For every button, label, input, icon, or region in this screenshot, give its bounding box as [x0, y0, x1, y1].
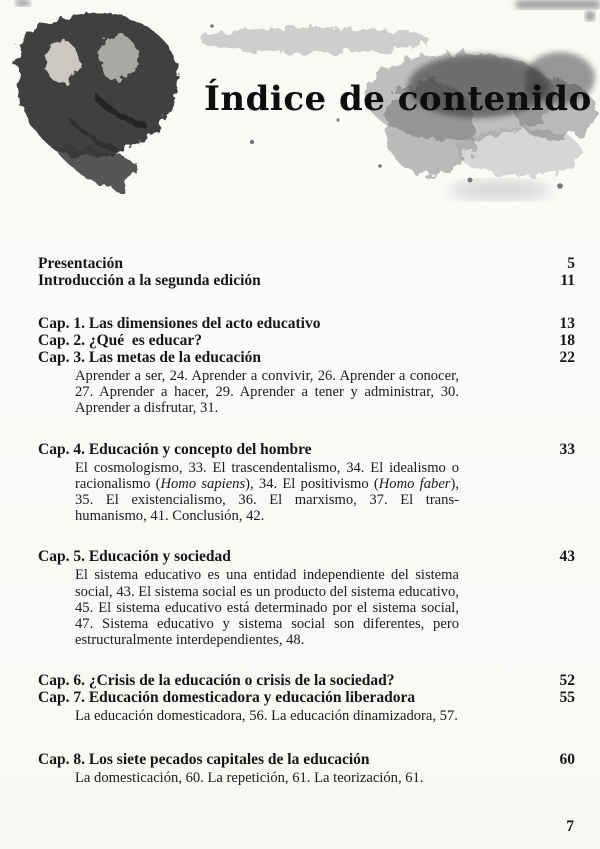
toc-entry-title: Cap. 6. ¿Crisis de la educación o crisis de la sociedad? — [38, 672, 395, 690]
toc-entry — [38, 255, 575, 272]
toc-entry — [38, 272, 575, 289]
toc-entry — [38, 751, 575, 768]
toc-entry — [38, 672, 575, 689]
toc-entry-page: 22 — [559, 349, 575, 366]
toc-entry-page: 43 — [559, 548, 575, 566]
toc-entry-page: 13 — [559, 315, 575, 332]
toc-entry-page: 11 — [560, 272, 575, 289]
toc-entry-detail: El sistema educativo es una entidad independiente del sistema social, 43. El sistema social es un producto del sistema educativo, 45. El sistema educativo está determinado por el sistema social, 47. Sistema educativo y sistema social son diferentes, pero estructuralmente interdependientes, 48. — [75, 567, 459, 649]
toc-entry-detail: La domesticación, 60. La repetición, 61. La teorización, 61. — [75, 769, 424, 786]
toc-entry — [38, 548, 575, 565]
toc-entry — [38, 689, 575, 706]
table-of-contents — [38, 255, 575, 786]
toc-entry-page: 52 — [559, 672, 575, 690]
toc-entry — [38, 441, 575, 458]
toc-entry-title: Introducción a la segunda edición — [38, 272, 261, 289]
toc-front-section — [38, 255, 575, 289]
toc-entry-page: 5 — [567, 255, 575, 272]
toc-entry-title: Cap. 7. Educación domesticadora y educación liberadora — [38, 689, 416, 707]
toc-entry-title: Presentación — [38, 255, 123, 272]
toc-entry-title: Cap. 3. Las metas de la educación — [38, 349, 262, 366]
toc-entry-page: 33 — [559, 440, 575, 458]
toc-entry-title: Cap. 4. Educación y concepto del hombre — [38, 440, 312, 458]
page-title: Índice de contenido — [204, 78, 592, 119]
toc-entry-page: 55 — [559, 689, 575, 707]
toc-group — [38, 315, 575, 417]
toc-entry — [38, 349, 575, 366]
toc-entry-title: Cap. 8. Los siete pecados capitales de la educación — [38, 750, 370, 768]
toc-entry-title: Cap. 2. ¿Qué es educar? — [38, 332, 203, 349]
toc-entry-title: Cap. 1. Las dimensiones del acto educativo — [38, 315, 321, 332]
toc-entry — [38, 315, 575, 332]
toc-entry-title: Cap. 5. Educación y sociedad — [38, 548, 231, 566]
toc-entry-detail: Aprender a ser, 24. Aprender a convivir, 26. Aprender a conocer, 27. Aprender a hacer, 29. Aprender a tener y administrar, 30. Aprender a disfrutar, 31. — [75, 368, 459, 417]
toc-group — [38, 441, 575, 525]
page-number: 7 — [566, 818, 574, 835]
toc-entry — [38, 332, 575, 349]
page-header — [0, 0, 600, 218]
toc-group — [38, 672, 575, 724]
toc-entry-page: 60 — [559, 750, 575, 768]
toc-entry-detail: La educación domesticadora, 56. La educación dinamizadora, 57. — [75, 708, 458, 725]
toc-entry-detail: El cosmologismo, 33. El trascendentalismo, 34. El idealismo o racionalismo (Homo sapiens), 34. El positivismo (Homo faber), 35. El existencialismo, 36. El marxismo, 37. El trans-humanismo, 41. Conclusión, 42. — [75, 459, 459, 525]
toc-group — [38, 548, 575, 648]
toc-group — [38, 751, 575, 786]
toc-entry-page: 18 — [559, 332, 575, 349]
